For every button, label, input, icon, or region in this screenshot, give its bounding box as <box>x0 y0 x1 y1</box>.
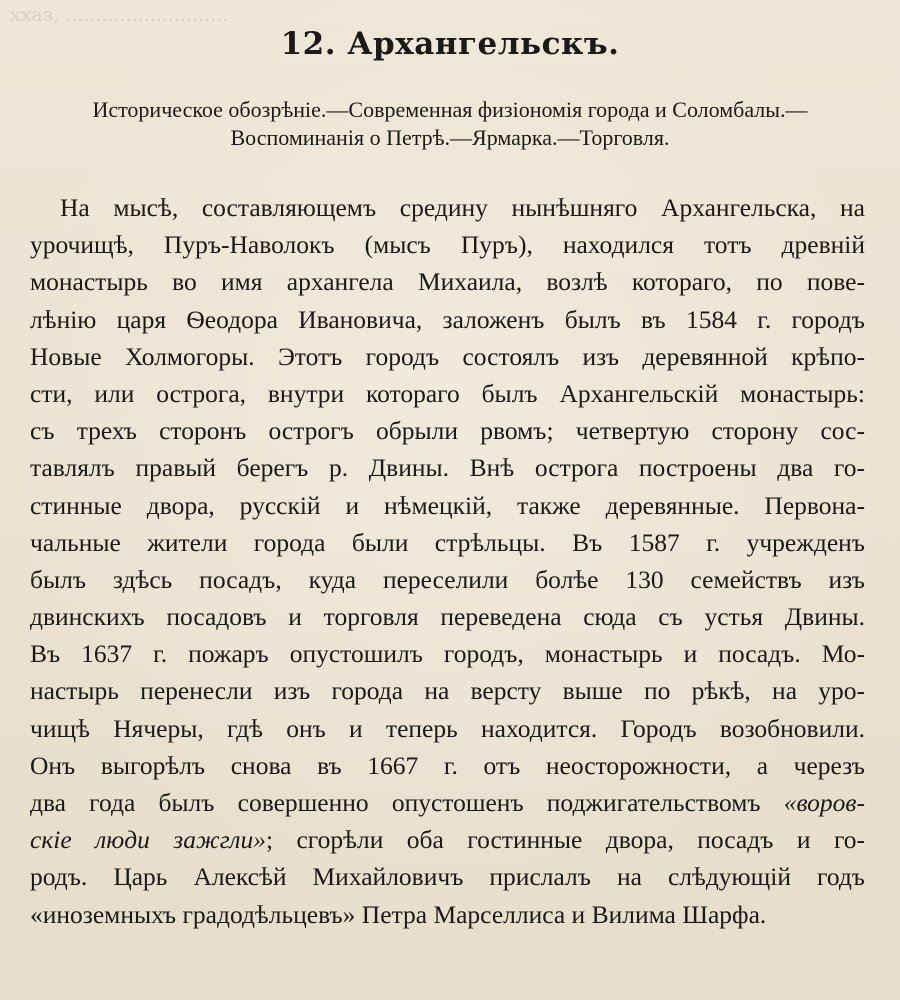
text-line: «иноземныхъ градодѣльцевъ» Петра Марселлиса и Вилима Шарфа. <box>30 899 767 929</box>
italic-quote-segment: «воров- <box>783 788 865 817</box>
text-line: урочищѣ, Пуръ-Наволокъ (мысъ Пуръ), находился тотъ древній <box>30 230 865 260</box>
text-line: Новые Холмогоры. Этотъ городъ состоялъ изъ деревянной крѣпо- <box>30 341 865 371</box>
text-segment: ; сгорѣли оба гостинные двора, посадъ и го- <box>265 825 866 855</box>
text-line: съ трехъ сторонъ острогъ обрыли рвомъ; четвертую сторону сос- <box>30 416 865 446</box>
text-segment: два года былъ совершенно опустошенъ поджигательствомъ <box>30 788 784 817</box>
text-line: настырь перенесли изъ города на версту выше по рѣкѣ, на уро- <box>30 676 865 706</box>
text-line <box>30 821 865 858</box>
text-line: стинные двора, русскій и нѣмецкій, также деревянные. Первона- <box>30 490 865 520</box>
text-line: сти, или острога, внутри котораго былъ Архангельскій монастырь: <box>30 378 865 408</box>
subtitle-line: Воспоминанія о Петрѣ.—Ярмарка.—Торговля. <box>230 125 670 150</box>
text-line: былъ здѣсь посадъ, куда переселили болѣе 130 семействъ изъ <box>30 564 865 594</box>
text-line <box>30 784 865 821</box>
text-line: чальные жители города были стрѣльцы. Въ 1587 г. учрежденъ <box>30 527 865 557</box>
subtitle-line: Историческое обозрѣніе.—Современная физіономія города и Соломбалы.— <box>92 97 808 122</box>
body-paragraph <box>30 189 865 933</box>
bleed-through-text: ххаз, ........................... <box>10 4 229 26</box>
italic-quote-segment: скіе люди зажгли» <box>30 825 266 855</box>
text-line: монастырь во имя архангела Михаила, возлѣ котораго, по пове- <box>30 267 865 297</box>
text-line: На мысѣ, составляющемъ средину нынѣшняго Архангельска, на <box>60 193 865 222</box>
text-line: двинскихъ посадовъ и торговля переведена сюда съ устья Двины. <box>30 602 865 632</box>
text-line: Въ 1637 г. пожаръ опустошилъ городъ, монастырь и посадъ. Мо- <box>30 639 865 669</box>
text-line: Онъ выгорѣлъ снова въ 1667 г. отъ неосторожности, а черезъ <box>30 750 865 780</box>
text-line: тавлялъ правый берегъ р. Двины. Внѣ острога построены два го- <box>30 453 865 483</box>
text-line: родъ. Царь Алексѣй Михайловичъ прислалъ на слѣдующій годъ <box>30 862 865 892</box>
chapter-subtitle <box>22 96 878 152</box>
text-line: лѣнію царя Ѳеодора Ивановича, заложенъ былъ въ 1584 г. городъ <box>30 304 865 334</box>
chapter-title: 12. Архангельскъ. <box>280 26 620 62</box>
text-line: чищѣ Нячеры, гдѣ онъ и теперь находится. Городъ возобновили. <box>30 713 865 743</box>
